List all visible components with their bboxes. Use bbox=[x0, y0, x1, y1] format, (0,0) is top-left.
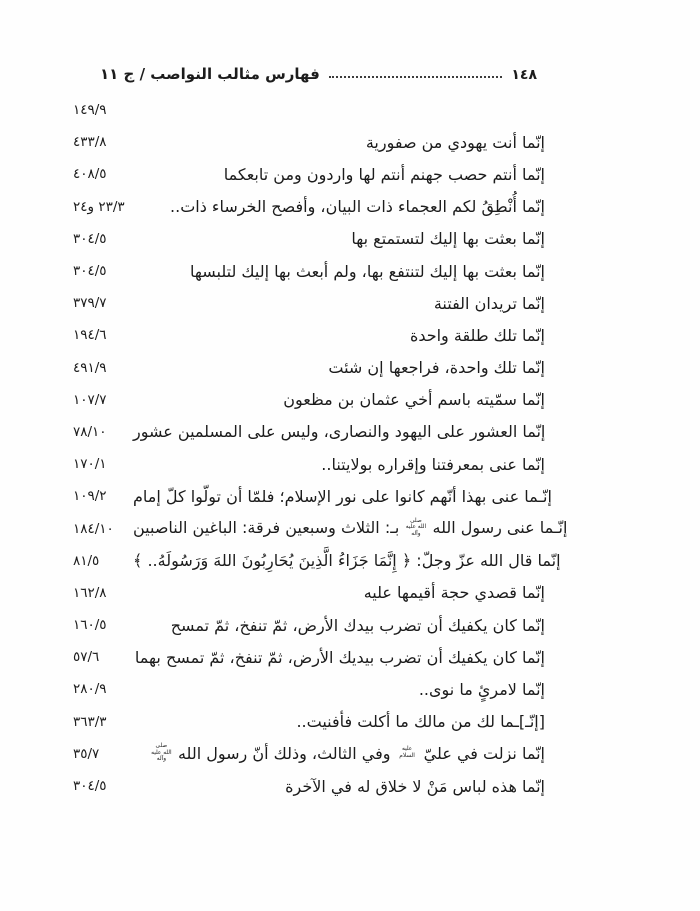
entry-page-ref: ١٦٢/٨ bbox=[73, 584, 107, 601]
entry-text bbox=[171, 616, 545, 635]
entry-page-ref: ١٠٩/٢ bbox=[73, 488, 107, 505]
entry-text-segment: بـ: الثلاث وسبعين فرقة: الباغين الناصبين bbox=[133, 518, 405, 538]
entry-row bbox=[73, 706, 545, 738]
entry-page-ref: ١٤٩/٩ bbox=[73, 102, 107, 119]
entry-text-segment: وفي الثالث، وذلك أنّ رسول الله bbox=[172, 743, 396, 763]
entry-text-segment: إنّما أُنْطِقُ لكم العجماء ذات البيان، وأفصح الخرساء ذات.. bbox=[170, 197, 545, 217]
entry-text bbox=[296, 712, 545, 731]
entry-row bbox=[73, 352, 545, 384]
entry-text bbox=[321, 455, 545, 474]
entry-text-segment: إنّـما عنى بهذا أنّهم كانوا على نور الإسلام؛ فلمّا أن تولّوا كلّ إمام bbox=[133, 486, 552, 506]
entry-text-segment: إنّما لامرئٍ ما نوى.. bbox=[418, 679, 545, 699]
entry-text-segment: إنّما سمّيته باسم أخي عثمان بن مظعون bbox=[283, 390, 545, 410]
entry-text bbox=[133, 487, 552, 506]
entry-text bbox=[366, 133, 545, 152]
index-entries-list bbox=[73, 94, 568, 802]
entry-page-ref: ٣٧٩/٧ bbox=[73, 295, 107, 312]
entry-page-ref: ٧٨/١٠ bbox=[73, 423, 107, 440]
entry-page-ref: ١٨٤/١٠ bbox=[73, 520, 114, 537]
entry-text-segment: إنّما عنى بمعرفتنا وإقراره بولايتنا.. bbox=[321, 454, 545, 474]
entry-text-segment: إنّما أنت يهودي من صفورية bbox=[365, 132, 545, 152]
entry-row bbox=[73, 577, 545, 609]
entry-text-segment: [إنّـ]ـما لك من مالك ما أكلت فأفنيت.. bbox=[296, 712, 545, 732]
entry-row bbox=[73, 738, 545, 770]
entry-row bbox=[73, 255, 545, 287]
entry-row bbox=[73, 545, 561, 577]
entry-text-segment: إنّما العشور على اليهود والنصارى، وليس على المسلمين عشور bbox=[133, 422, 546, 442]
entry-text bbox=[190, 262, 545, 281]
page-number: ١٤٨ bbox=[511, 67, 537, 83]
honorific-medallion: صلى الله عليه وآله bbox=[151, 743, 172, 763]
entry-text-segment: إنّـما عنى رسول الله bbox=[427, 518, 568, 538]
entry-page-ref: ٣٠٤/٥ bbox=[73, 778, 107, 795]
entry-text bbox=[133, 551, 561, 570]
entry-text bbox=[285, 777, 545, 796]
entry-text-segment: إنّما تلك طلقة واحدة bbox=[409, 325, 545, 345]
entry-text bbox=[150, 744, 545, 764]
entry-text bbox=[283, 390, 545, 409]
entry-text bbox=[434, 294, 545, 313]
entry-text-segment: إنّما تريدان الفتنة bbox=[433, 293, 545, 313]
entry-page-ref: ٣٦٣/٣ bbox=[73, 713, 107, 730]
entry-text-segment: إنّما قال الله عزّ وجلّ: ﴿ إِنَّمَا جَزَاءُ الَّذِينَ يُحَارِبُونَ اللهَ وَرَسُولَهُ.. ﴾ bbox=[133, 551, 561, 571]
entry-page-ref: ٤٠٨/٥ bbox=[73, 166, 107, 183]
entry-page-ref: ٤٣٣/٨ bbox=[73, 134, 107, 151]
entry-text-segment: إنّما بعثت بها إليك لتستمتع بها bbox=[351, 229, 545, 249]
book-title: فهارس مثالب النواصب / ج ١١ bbox=[100, 65, 320, 83]
entry-text bbox=[364, 583, 545, 602]
entry-text bbox=[133, 518, 567, 538]
entry-row bbox=[73, 319, 545, 351]
entry-row bbox=[73, 609, 545, 641]
entry-row bbox=[73, 287, 545, 319]
entry-row bbox=[73, 191, 545, 223]
entry-text bbox=[351, 229, 545, 248]
entry-page-ref: ١٠٧/٧ bbox=[73, 391, 107, 408]
entry-text-segment: إنّما كان يكفيك أن تضرب بيديك الأرض، ثمّ تنفخ، ثمّ تمسح بهما bbox=[134, 647, 545, 667]
entry-text-segment: إنّما هذه لباس مَنْ لا خلاق له في الآخرة bbox=[285, 776, 545, 796]
entry-row bbox=[73, 416, 545, 448]
entry-row bbox=[73, 158, 545, 190]
entry-row bbox=[73, 480, 552, 512]
entry-text bbox=[170, 197, 545, 216]
entry-text bbox=[133, 422, 545, 441]
entry-row bbox=[73, 223, 545, 255]
entry-page-ref: ٨١/٥ bbox=[73, 552, 100, 569]
entry-text-segment: إنّما نزلت في عليّ bbox=[418, 743, 545, 763]
entry-text bbox=[224, 165, 545, 184]
entry-page-ref: ١٩٤/٦ bbox=[73, 327, 107, 344]
honorific-medallion: صلى الله عليه وآله bbox=[405, 517, 427, 538]
entry-text-segment: إنّما بعثت بها إليك لتنتفع بها، ولم أبعث بها إليك لتلبسها bbox=[189, 261, 545, 281]
entry-row bbox=[73, 384, 545, 416]
entry-text-segment: إنّما كان يكفيك أن تضرب بيدك الأرض، ثمّ تنفخ، ثمّ تمسح bbox=[170, 615, 545, 635]
entry-text-segment: إنّما أنتم حصب جهنم أنتم لها واردون ومن تابعكما bbox=[223, 164, 545, 184]
entry-page-ref: ٢٣/٣ و٢٤ bbox=[73, 198, 125, 215]
entry-page-ref: ٥٧/٦ bbox=[73, 649, 100, 666]
entry-text-segment: إنّما قصدي حجة أقيمها عليه bbox=[363, 583, 545, 603]
entry-page-ref: ١٧٠/١ bbox=[73, 456, 107, 473]
honorific-medallion: عليه السلام bbox=[399, 746, 415, 760]
entry-row bbox=[73, 126, 545, 158]
entry-text bbox=[419, 680, 545, 699]
entry-text bbox=[410, 326, 545, 345]
entry-row bbox=[73, 770, 545, 802]
entry-page-ref: ٣٠٤/٥ bbox=[73, 230, 107, 247]
entry-text-segment: إنّما تلك واحدة، فراجعها إن شئت bbox=[328, 358, 545, 378]
entry-row bbox=[73, 94, 545, 126]
entry-text bbox=[135, 648, 545, 667]
entry-page-ref: ٣٠٤/٥ bbox=[73, 263, 107, 280]
entry-row bbox=[73, 448, 545, 480]
entry-page-ref: ٣٥/٧ bbox=[73, 745, 100, 762]
entry-page-ref: ٤٩١/٩ bbox=[73, 359, 107, 376]
dotted-leader bbox=[329, 76, 503, 78]
entry-row bbox=[73, 641, 545, 673]
running-head bbox=[100, 56, 537, 83]
entry-row bbox=[73, 673, 545, 705]
entry-page-ref: ٢٨٠/٩ bbox=[73, 681, 107, 698]
entry-row bbox=[73, 512, 568, 544]
entry-text bbox=[328, 358, 545, 377]
entry-page-ref: ١٦٠/٥ bbox=[73, 617, 107, 634]
